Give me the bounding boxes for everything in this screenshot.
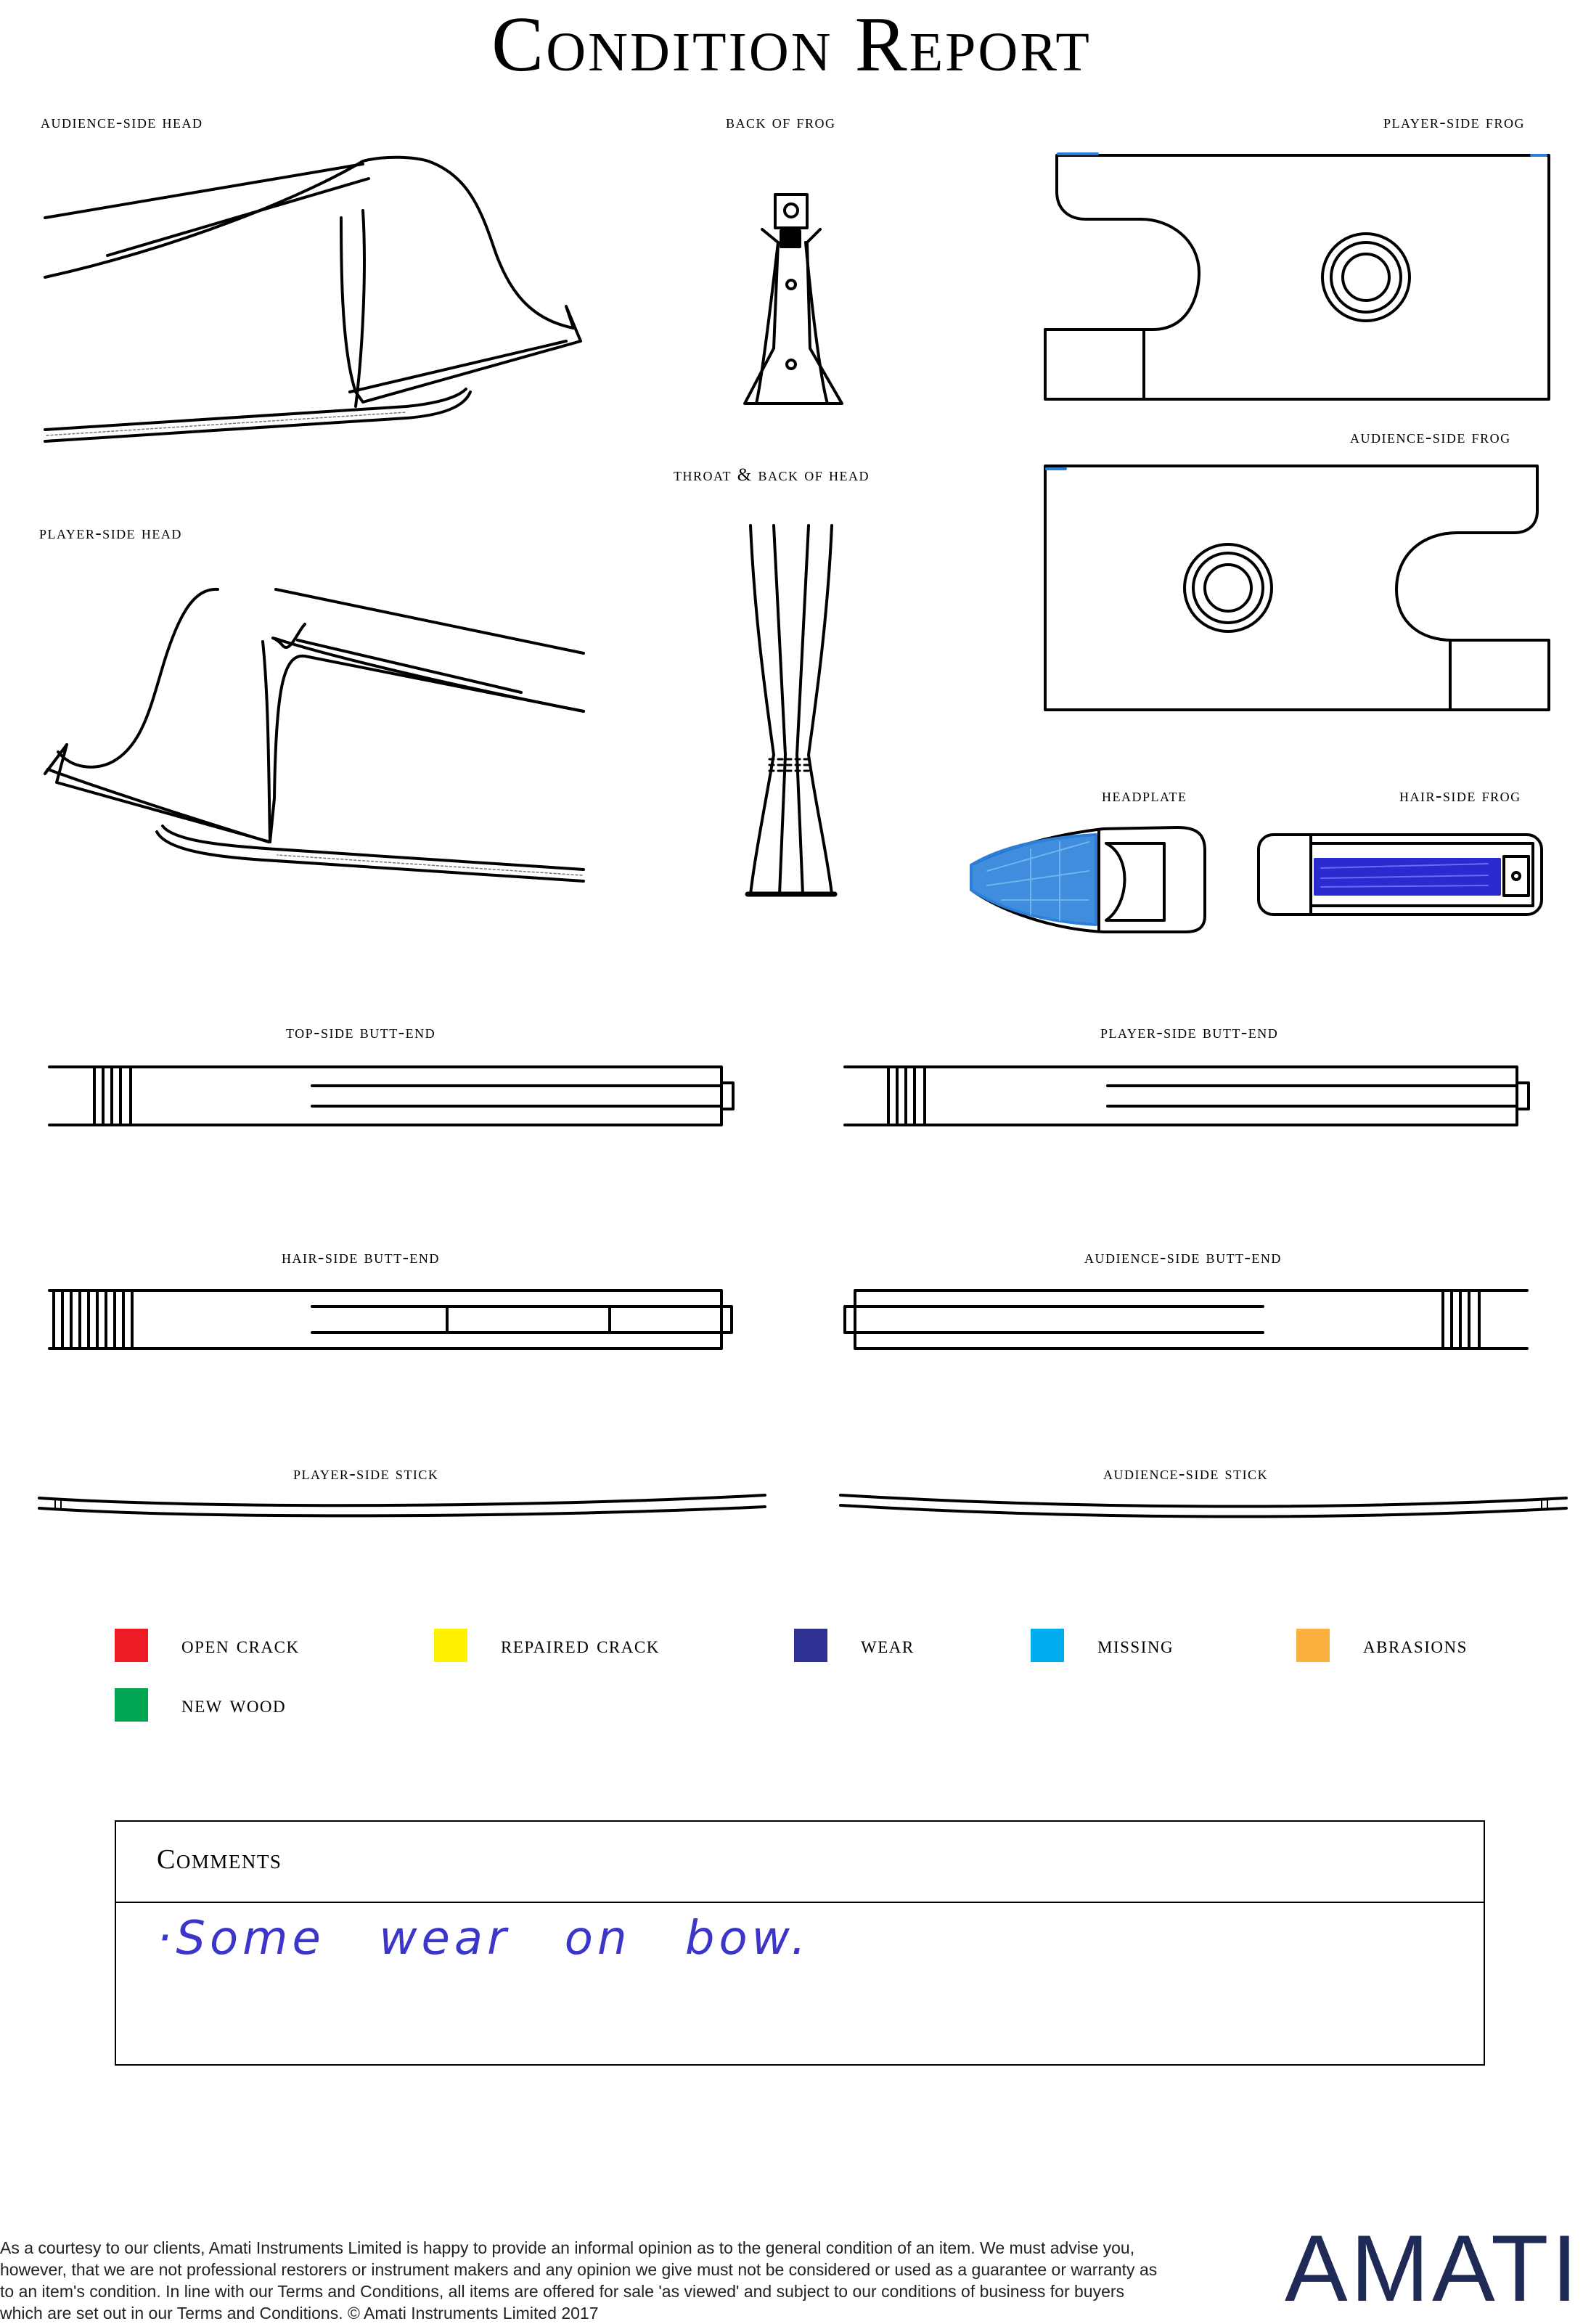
legend-swatch bbox=[794, 1629, 827, 1662]
top-side-butt-end-drawing bbox=[49, 1067, 733, 1125]
player-side-head-drawing bbox=[45, 589, 584, 881]
label-player-side-stick: player-side stick bbox=[293, 1464, 439, 1484]
legend-item-abrasions bbox=[1296, 1629, 1468, 1662]
player-side-stick-drawing bbox=[39, 1495, 765, 1515]
comments-header bbox=[116, 1822, 1484, 1903]
label-top-side-butt-end: top-side butt-end bbox=[286, 1023, 436, 1042]
legend-swatch bbox=[115, 1629, 148, 1662]
legend-label: wear bbox=[861, 1632, 915, 1658]
audience-side-head-drawing bbox=[45, 157, 581, 441]
comments-body bbox=[116, 1903, 1484, 2066]
throat-back-of-head-drawing bbox=[748, 525, 835, 894]
label-hair-side-frog: hair-side frog bbox=[1399, 786, 1521, 806]
legend-item-missing bbox=[1031, 1629, 1174, 1662]
label-player-side-butt-end: player-side butt-end bbox=[1100, 1023, 1279, 1042]
audience-side-butt-end-drawing bbox=[845, 1290, 1527, 1349]
hair-side-butt-end-drawing bbox=[49, 1290, 732, 1349]
label-audience-side-head: audience-side head bbox=[41, 112, 203, 132]
comments-handwritten-text: ·Some wear on bow. bbox=[157, 1912, 811, 1965]
legend-item-open-crack bbox=[115, 1629, 300, 1662]
legend-label: new wood bbox=[181, 1691, 287, 1718]
back-of-frog-drawing bbox=[745, 195, 842, 404]
label-hair-side-butt-end: hair-side butt-end bbox=[282, 1248, 440, 1267]
label-audience-side-frog: audience-side frog bbox=[1350, 427, 1511, 447]
label-back-of-frog: back of frog bbox=[726, 112, 836, 132]
label-throat-back-of-head: throat & back of head bbox=[674, 465, 870, 485]
label-player-side-frog: player-side frog bbox=[1383, 112, 1525, 132]
label-headplate: headplate bbox=[1102, 786, 1187, 806]
label-player-side-head: player-side head bbox=[39, 523, 182, 543]
audience-side-stick-drawing bbox=[840, 1495, 1566, 1517]
player-side-frog-drawing bbox=[1045, 154, 1549, 399]
audience-side-frog-drawing bbox=[1045, 466, 1549, 710]
legend-item-repaired-crack bbox=[434, 1629, 660, 1662]
comments-heading: Comments bbox=[157, 1844, 282, 1875]
legend-label: missing bbox=[1097, 1632, 1174, 1658]
player-side-butt-end-drawing bbox=[845, 1067, 1529, 1125]
legend-swatch bbox=[434, 1629, 467, 1662]
hair-side-frog-drawing bbox=[1259, 835, 1542, 915]
legend-label: repaired crack bbox=[501, 1632, 660, 1658]
legend-item-wear bbox=[794, 1629, 915, 1662]
legend-swatch bbox=[115, 1688, 148, 1722]
legend-label: open crack bbox=[181, 1632, 300, 1658]
label-audience-side-stick: audience-side stick bbox=[1103, 1464, 1269, 1484]
headplate-drawing bbox=[971, 827, 1205, 932]
legend-label: abrasions bbox=[1363, 1632, 1468, 1658]
label-audience-side-butt-end: audience-side butt-end bbox=[1084, 1248, 1282, 1267]
comments-box bbox=[115, 1820, 1485, 2066]
amati-logo: AMATI bbox=[1285, 2215, 1581, 2321]
legend-swatch bbox=[1031, 1629, 1064, 1662]
page-title: Condition Report bbox=[491, 1, 1092, 88]
legend-swatch bbox=[1296, 1629, 1330, 1662]
legend-item-new-wood bbox=[115, 1688, 286, 1722]
disclaimer-text: As a courtesy to our clients, Amati Instruments Limited is happy to provide an informal opinion as to the general condition of an item. We must advise you, however, that we are not professional restorers or instrument makers and any opinion we give must not be considered or used as a guarantee or warranty as to an item's condition. In line with our Terms and Conditions, all items are offered for sale 'as viewed' and subject to our conditions of business for buyers which are set out in our Terms and Conditions. © Amati Instruments Limited 2017 bbox=[0, 2238, 1158, 2323]
